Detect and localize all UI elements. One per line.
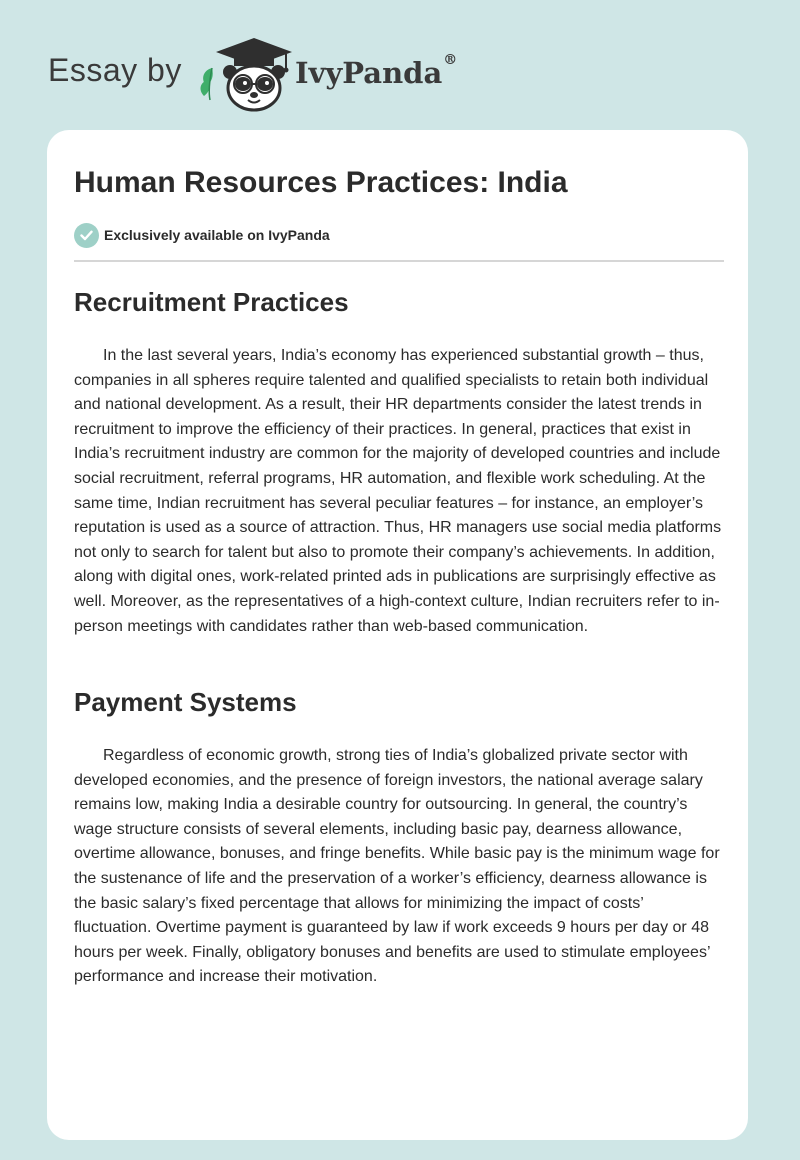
section-paragraph-recruitment: In the last several years, India’s economy has experienced substantial growth – thus, companies in all spheres require talented and qualified specialists to retain both individual and national development. As a result, their HR departments consider the latest trends in recruitment to improve the efficiency of their practices. In general, practices that exist in India’s recruitment industry are common for the majority of developed countries and include social recruitment, referral programs, HR automation, and flexible work scheduling. At the same time, Indian recruitment has several peculiar features – for instance, an employer’s reputation is used as a source of attraction. Thus, HR managers use social media platforms not only to search for talent but also to promote their company’s achievements. In addition, along with digital ones, work-related printed ads in publications are surprisingly effective as well. Moreover, as the representatives of a high-context culture, Indian recruiters refer to in-person meetings with candidates rather than web-based communication.	[74, 347, 722, 635]
exclusive-label: Exclusively available on IvyPanda	[104, 227, 330, 243]
site-header	[48, 30, 748, 120]
title-divider	[74, 260, 724, 262]
registered-mark: ®	[443, 52, 458, 68]
essay-by-label: Essay by	[48, 52, 182, 88]
brand-name[interactable]: IvyPanda®	[295, 52, 458, 90]
panda-graduate-logo-icon[interactable]	[198, 34, 294, 114]
section-heading-recruitment: Recruitment Practices	[74, 287, 349, 317]
section-paragraph-payment: Regardless of economic growth, strong ties of India’s globalized private sector with developed economies, and the presence of foreign investors, the national average salary remains low, making India a desirable country for outsourcing. In general, the country’s wage structure consists of several elements, including basic pay, dearness allowance, overtime allowance, bonuses, and fringe benefits. While basic pay is the minimum wage for the sustenance of life and the preservation of a worker’s efficiency, dearness allowance is the basic salary’s fixed percentage that allows for minimizing the impact of costs’ fluctuation. Overtime payment is guaranteed by law if work exceeds 9 hours per day or 48 hours per week. Finally, obligatory bonuses and benefits are used to stimulate employees’ performance and increase their motivation.	[74, 747, 720, 986]
article-card	[47, 130, 748, 1140]
checkmark-icon	[74, 223, 99, 248]
article-title: Human Resources Practices: India	[74, 166, 568, 199]
section-heading-payment: Payment Systems	[74, 687, 297, 717]
exclusive-badge	[74, 222, 330, 248]
